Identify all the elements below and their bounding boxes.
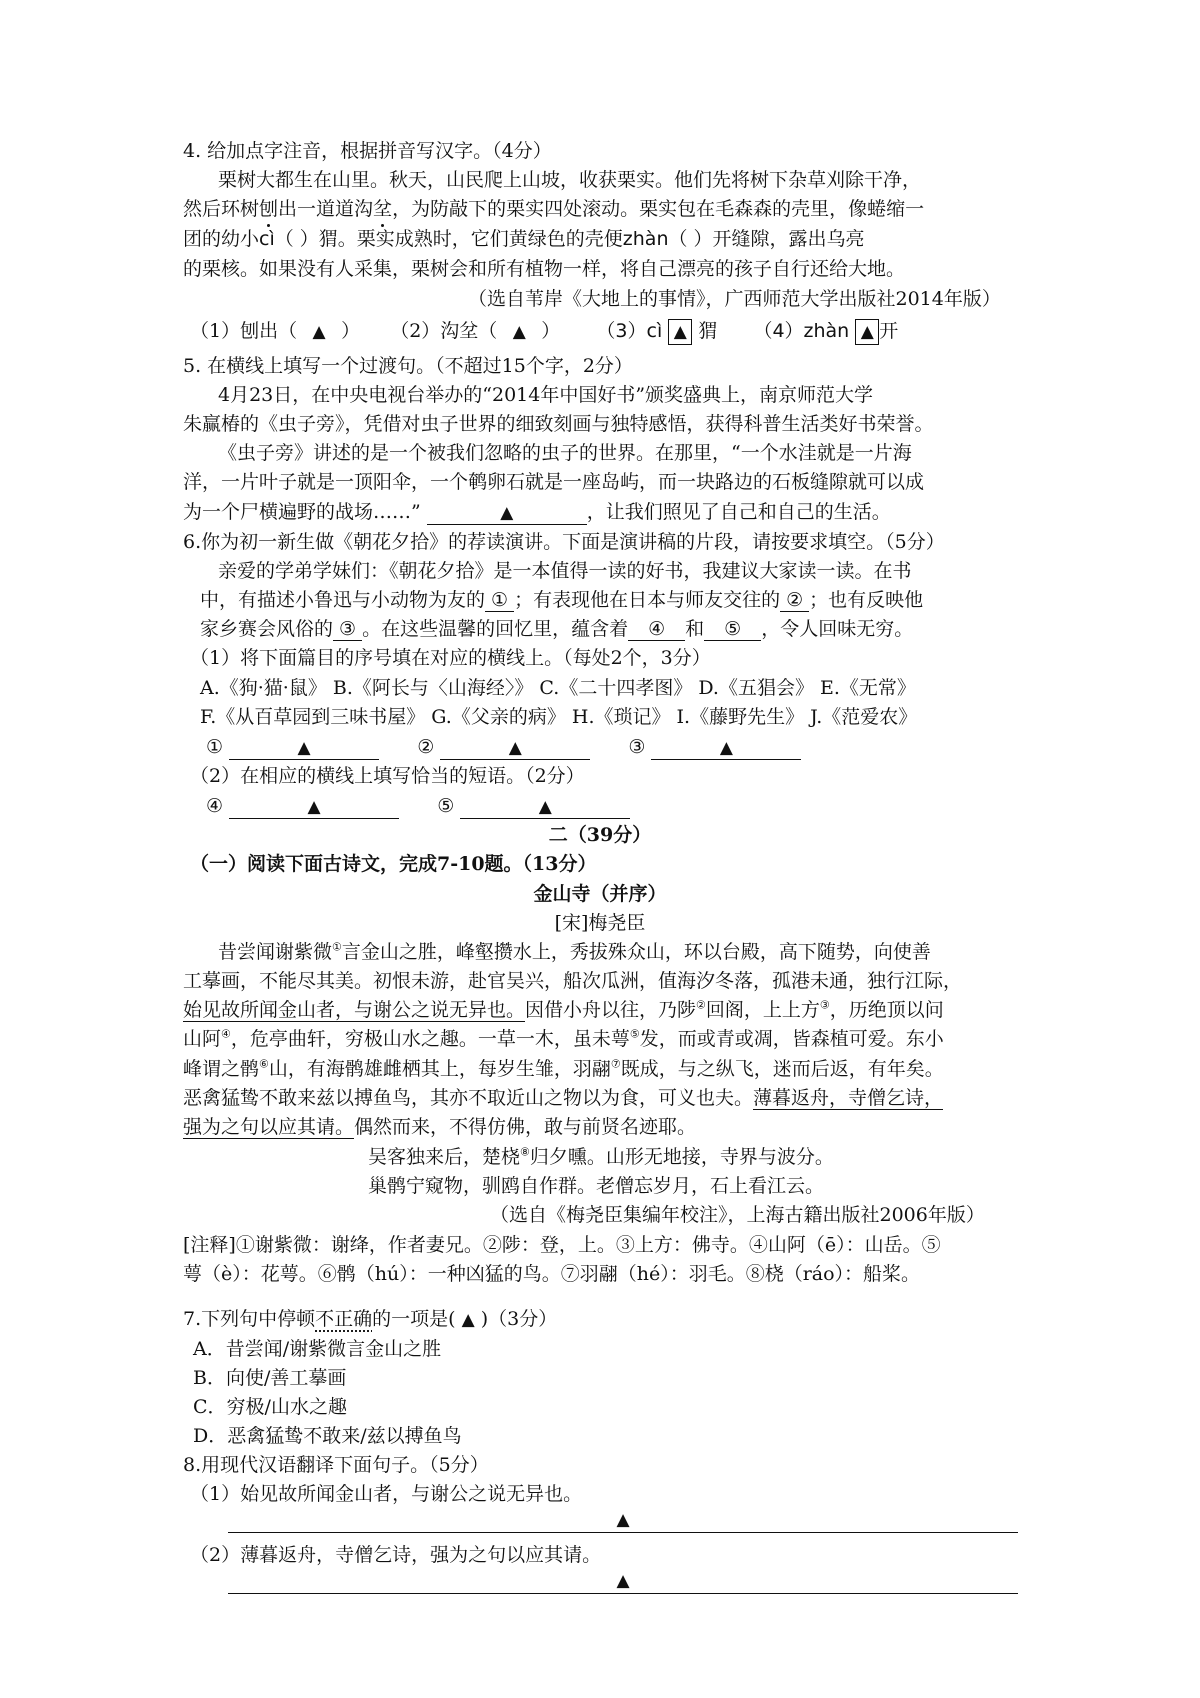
q6-sub1: （1）将下面篇目的序号填在对应的横线上。（每处2个，3分） [190,647,711,669]
preface-line-6: 恶禽猛鸷不敢来兹以搏鱼鸟，其亦不取近山之物以为食，可义也夫。薄暮返舟，寺僧乞诗， [183,1087,944,1109]
q7-option-a[interactable]: A．昔尝闻/谢紫微言金山之胜 [193,1338,442,1360]
section-2-heading: 二（39分） [548,824,652,846]
poem-author: [宋]梅尧臣 [554,912,646,934]
q5-title: 5. 在横线上填写一个过渡句。（不超过15个字，2分） [183,355,633,377]
translation-answer-line-1[interactable]: ▲ [228,1510,1018,1533]
q6-blank-row-1: ① ▲ ② ▲ ③ ▲ [206,734,801,760]
answer-triangle[interactable]: ▲ [312,322,326,342]
notes-line-2: 萼（è）：花萼。⑥鹘（hú）：一种凶猛的鸟。⑦羽翮（hé）：羽毛。⑧桡（ráo）：船桨。 [183,1263,921,1285]
section-2-part-1: （一）阅读下面古诗文，完成7-10题。（13分） [190,853,597,875]
q4-passage-line-2: 然后环树刨出一道道沟坌，为防敲下的栗实四处滚动。栗实包在毛森森的壳里，像蜷缩一 [183,198,925,220]
poem-verse-1: 吴客独来后，楚桡⑧归夕曛。山形无地接，寺界与波分。 [368,1145,834,1168]
poem-source: （选自《梅尧臣集编年校注》，上海古籍出版社2006年版） [490,1204,985,1226]
q7-option-d[interactable]: D．恶禽猛鸷不敢来/兹以搏鱼鸟 [193,1425,462,1447]
q7-option-b[interactable]: B．向使/善工摹画 [193,1367,347,1389]
q6-line-3: 家乡赛会风俗的 ③ 。在这些温馨的回忆里，蕴含着 ④ 和 ⑤ ，令人回味无穷。 [200,618,914,640]
dotted-emphasis: 不正确 [315,1308,373,1330]
answer-blank-3[interactable]: ▲ [651,737,801,760]
q6-blank-row-2: ④ ▲ ⑤ ▲ [206,793,630,819]
q7-option-c[interactable]: C．穷极/山水之趣 [193,1396,347,1418]
answer-triangle[interactable]: ▲ [512,322,526,342]
underlined-sentence-2-end: 强为之句以应其请。 [183,1116,355,1138]
q5-line-5: 为一个尸横遍野的战场……” ▲ ，让我们照见了自己和自己的生活。 [183,501,891,523]
q4-title: 4. 给加点字注音，根据拼音写汉字。（4分） [183,140,552,162]
poem-title: 金山寺（并序） [533,883,667,905]
q5-line-2: 朱赢椿的《虫子旁》，凭借对虫子世界的细致刻画与独特感悟，获得科普生活类好书荣誉。 [183,413,934,435]
preface-line-7: 强为之句以应其请。偶然而来，不得仿佛，敢与前贤名迹耶。 [183,1116,697,1138]
q6-title: 6.你为初一新生做《朝花夕拾》的荐读演讲。下面是演讲稿的片段，请按要求填空。（5分） [183,531,945,553]
q5-line-1: 4月23日，在中央电视台举办的“2014年中国好书”颁奖盛典上，南京师范大学 [218,384,874,406]
answer-blank-5[interactable]: ▲ [460,796,630,819]
q6-line-2: 中，有描述小鲁迅与小动物为友的 ① ；有表现他在日本与师友交往的 ② ；也有反映他 [200,589,924,611]
preface-line-3: 始见故所闻金山者，与谢公之说无异也。因借小舟以往，乃陟②回阁，上上方③，历绝顶以问 [183,998,944,1021]
answer-blank-4[interactable]: ▲ [229,796,399,819]
q6-sub2: （2）在相应的横线上填写恰当的短语。（2分） [190,765,585,787]
pinyin-ci: cì [259,228,275,250]
q4-passage-line-4: 的栗核。如果没有人采集，栗树会和所有植物一样，将自己漂亮的孩子自行还给大地。 [183,258,906,280]
q5-line-3: 《虫子旁》讲述的是一个被我们忽略的虫子的世界。在那里，“一个水洼就是一片海 [218,442,912,464]
preface-line-5: 峰谓之鹘⑥山，有海鹘雄雌栖其上，每岁生雏，羽翮⑦既成，与之纵飞，迷而后返，有年矣。 [183,1057,944,1080]
q4-source: （选自苇岸《大地上的事情》，广西师范大学出版社2014年版） [468,288,1001,310]
poem-verse-2: 巢鹘宁窥物，驯鸥自作群。老僧忘岁月，石上看江云。 [368,1175,825,1197]
q8-title: 8.用现代汉语翻译下面句子。（5分） [183,1454,489,1476]
q4-answers: （1）刨出（ ▲ ） （2）沟坌（ ▲ ） （3）cì ▲ 猬 （4）zhàn ▲ 开 [190,318,898,345]
translation-answer-line-2[interactable]: ▲ [228,1571,1018,1594]
answer-triangle[interactable]: ▲ [461,1310,475,1330]
q5-line-4: 洋，一片叶子就是一顶阳伞，一个鹌卵石就是一座岛屿，而一块路边的石板缝隙就可以成 [183,471,925,493]
underlined-sentence-1: 始见故所闻金山者，与谢公之说无异也。 [183,999,526,1021]
q7-title: 7.下列句中停顿不正确的一项是( ▲ )（3分） [183,1308,558,1330]
q4-passage-line-3: 团的幼小cì（ ）猬。栗实成熟时，它们黄绿色的壳便zhàn（ ）开缝隙，露出乌亮 [183,228,865,250]
notes-line-1: [注释]①谢紫微：谢绛，作者妻兄。②陟：登，上。③上方：佛寺。④山阿（ē）：山岳。⑤ [183,1234,941,1256]
q6-options-2: F.《从百草园到三味书屋》 G.《父亲的病》 H.《琐记》 I.《藤野先生》 J.《范爱农》 [200,706,918,728]
underlined-sentence-2: 薄暮返舟，寺僧乞诗， [753,1087,944,1109]
answer-box[interactable]: ▲ [855,319,879,345]
q4-passage-line-1: 栗树大都生在山里。秋天，山民爬上山坡，收获栗实。他们先将树下杂草刈除干净， [218,169,922,191]
q8-sentence-1: （1）始见故所闻金山者，与谢公之说无异也。 [190,1483,583,1505]
dotted-char: 坌 [373,198,393,220]
preface-line-2: 工摹画，不能尽其美。初恨未游，赴官吴兴，船次瓜洲，值海汐冬落，孤港未通，独行江际， [183,970,963,992]
q8-sentence-2: （2）薄暮返舟，寺僧乞诗，强为之句以应其请。 [190,1544,602,1566]
answer-blank-2[interactable]: ▲ [440,737,590,760]
answer-box[interactable]: ▲ [668,319,692,345]
preface-line-1: 昔尝闻谢紫微①言金山之胜，峰壑攒水上，秀拔殊众山，环以台殿，高下随势，向使善 [218,940,931,963]
transition-answer-blank[interactable]: ▲ [427,502,587,525]
q6-options-1: A.《狗·猫·鼠》 B.《阿长与〈山海经〉》 C.《二十四孝图》 D.《五猖会》 E.《无常》 [200,677,916,699]
q6-line-1: 亲爱的学弟学妹们：《朝花夕拾》是一本值得一读的好书，我建议大家读一读。在书 [218,560,912,582]
dotted-char: 刨 [259,198,279,220]
answer-blank-1[interactable]: ▲ [229,737,379,760]
preface-line-4: 山阿④，危亭曲轩，穷极山水之趣。一草一木，虽未萼⑤发，而或青或凋，皆森植可爱。东小 [183,1027,944,1050]
pinyin-zhan: zhàn [622,228,669,250]
